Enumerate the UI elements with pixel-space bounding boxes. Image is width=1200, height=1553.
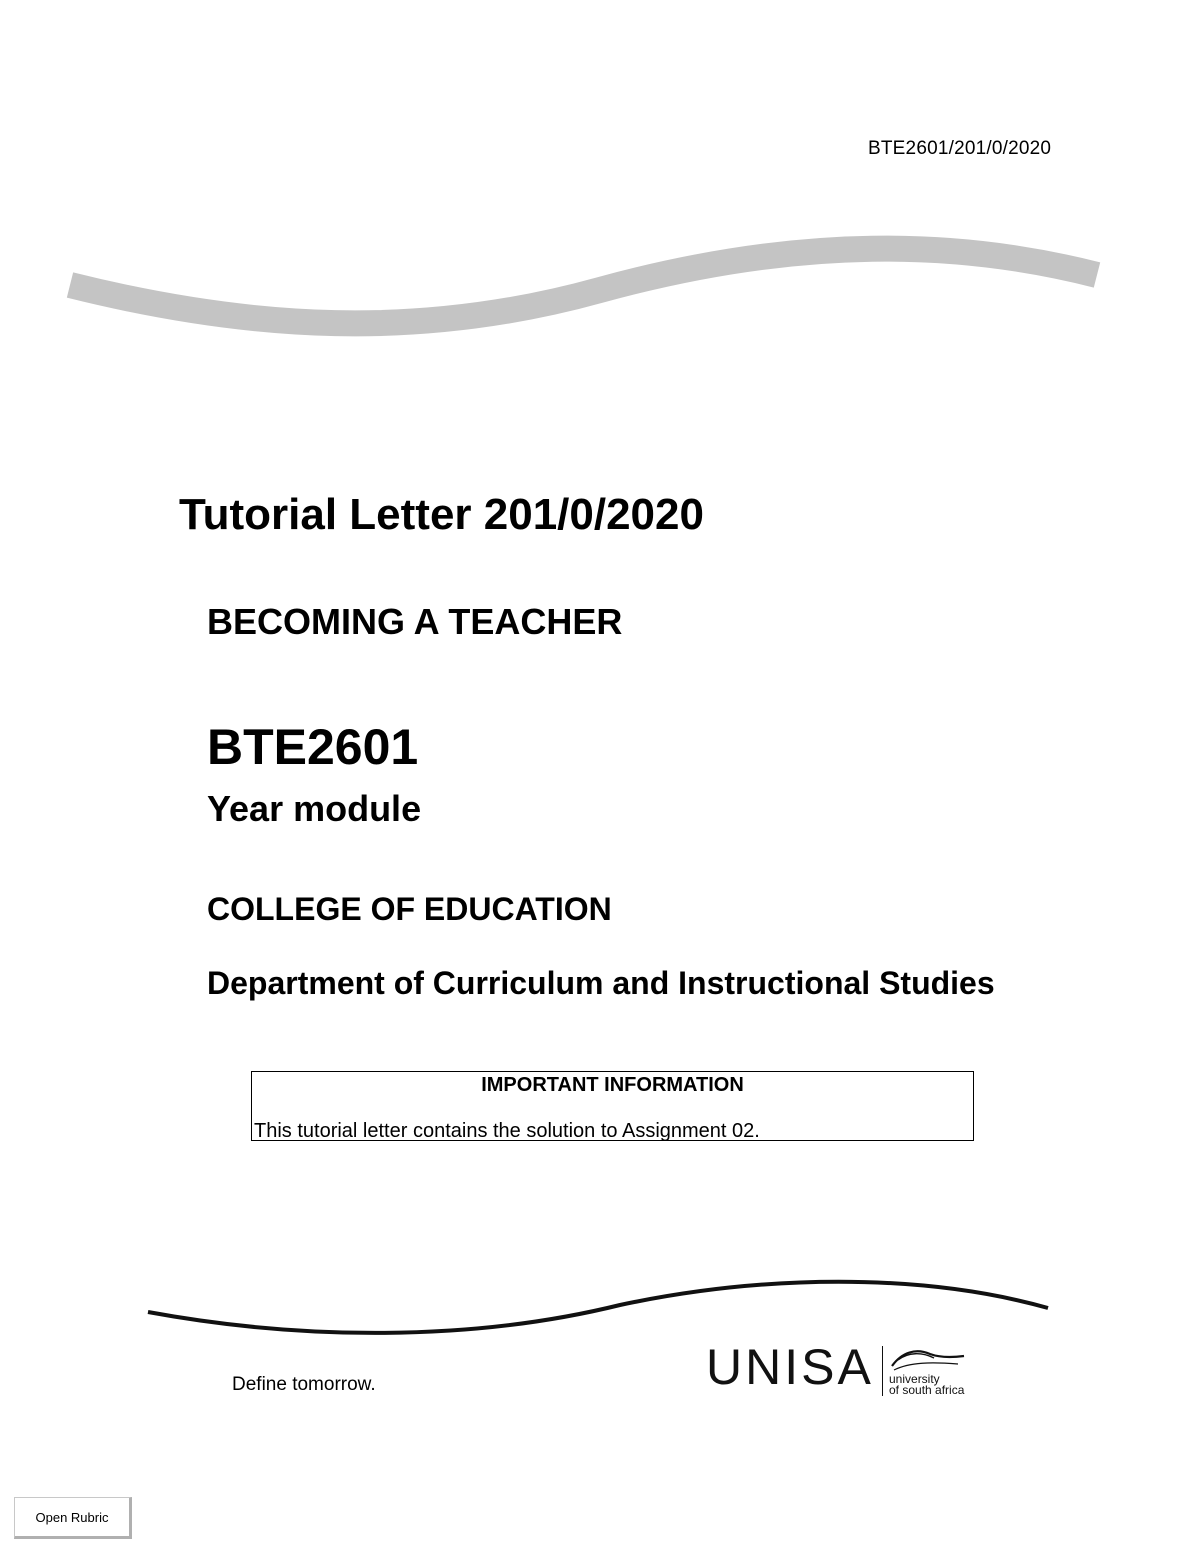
tutorial-letter-title: Tutorial Letter 201/0/2020: [179, 490, 704, 539]
unisa-logo: [706, 1338, 976, 1408]
department-name: Department of Curriculum and Instructional Studies: [207, 965, 995, 1001]
tagline: Define tomorrow.: [232, 1374, 376, 1395]
document-reference-code: BTE2601/201/0/2020: [868, 138, 1052, 159]
module-duration: Year module: [207, 788, 422, 829]
college-name: COLLEGE OF EDUCATION: [207, 891, 612, 927]
logo-divider: [882, 1346, 883, 1396]
logo-subtitle: university of south africa: [889, 1372, 965, 1397]
top-wave-decoration: [0, 220, 1200, 340]
unisa-bird-logo-icon: [888, 1344, 968, 1372]
open-rubric-button[interactable]: Open Rubric: [14, 1497, 132, 1539]
bottom-wave-decoration: [0, 1270, 1200, 1350]
important-information-heading: IMPORTANT INFORMATION: [481, 1074, 744, 1096]
important-information-box: [251, 1071, 974, 1141]
important-information-text: This tutorial letter contains the solution to Assignment 02.: [254, 1120, 760, 1142]
module-name: BECOMING A TEACHER: [207, 601, 623, 642]
logo-wordmark: UNISA: [706, 1339, 874, 1395]
module-code: BTE2601: [207, 719, 419, 775]
